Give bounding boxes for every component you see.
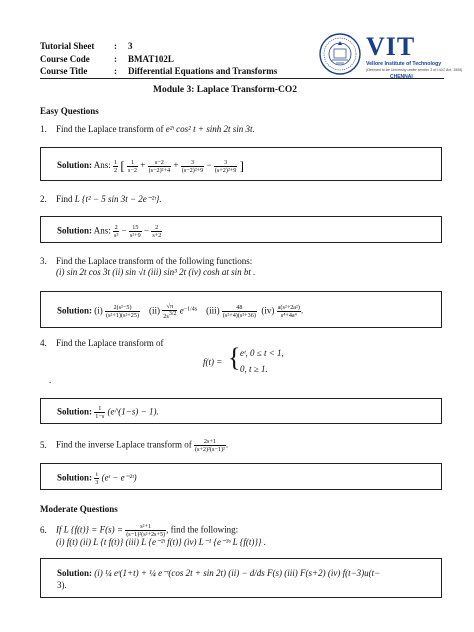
solution-6 bbox=[57, 568, 380, 579]
question-text: Find the Laplace transform of bbox=[56, 338, 164, 348]
solution-label: Solution: bbox=[57, 406, 93, 417]
question-6: 6. If L {f(t)} = F(s) = $\frac{\text{s²+1}}{\text{(s−1)²(s²+2s+5)}}$ , find the following: bbox=[40, 523, 239, 538]
question-text: Find the inverse Laplace transform of bbox=[56, 439, 192, 450]
question-text-tail: , find the following: bbox=[166, 524, 239, 535]
piecewise-case-1: eᵗ, 0 ≤ t < 1, bbox=[240, 348, 284, 358]
university-seal-icon bbox=[318, 32, 362, 76]
vit-logo bbox=[318, 30, 463, 80]
solution-label: Solution: bbox=[57, 568, 93, 578]
solution-6-line-2: 3). bbox=[57, 580, 67, 590]
header-divider bbox=[40, 78, 444, 79]
tutorial-value: 3 bbox=[128, 41, 133, 51]
moderate-heading: Moderate Questions bbox=[40, 504, 118, 514]
colon: : bbox=[114, 66, 117, 76]
solution-label: Solution: bbox=[57, 305, 93, 316]
course-header bbox=[40, 40, 277, 78]
question-4 bbox=[40, 338, 163, 348]
question-text: Find the Laplace transform of bbox=[56, 124, 164, 134]
solution-5-expression: (eᵗ − e⁻²ᵗ) bbox=[101, 472, 137, 483]
question-number: 6. bbox=[40, 524, 47, 535]
answer-label: Ans: bbox=[93, 160, 111, 171]
easy-heading: Easy Questions bbox=[40, 106, 99, 116]
campus-name: CHENNAI bbox=[390, 74, 413, 80]
question-expression: L {t² − 5 sin 3t − 2e⁻²ᵗ}. bbox=[74, 194, 162, 204]
question-text: If L {f(t)} = F(s) = bbox=[56, 524, 123, 535]
solution-6-line-1: (i) ¼ eᵗ(1+t) + ¼ e⁻ᵗ(cos 2t + sin 2t) (ii) − d/ds F(s) (iii) F(s+2) (iv) f(t−3)u(t− bbox=[94, 568, 381, 578]
question-number: 1. bbox=[40, 124, 47, 134]
brand-name: VIT bbox=[366, 32, 416, 61]
solution-4-expression: (e^(1−s) − 1). bbox=[107, 406, 159, 417]
question-text: Find bbox=[56, 194, 73, 204]
course-code-key: Course Code bbox=[40, 53, 90, 64]
solution-2: Solution: Ans: $\frac{2}{\text{s³}}$ − $\frac{15}{\text{s²+9}}$ − $\frac{2}{s+2}$ bbox=[57, 224, 162, 239]
question-3-parts: (i) sin 2t cos 3t (ii) sin √t (iii) sin³ 2t (iv) cosh at sin bt . bbox=[56, 267, 256, 277]
institute-name: Vellore Institute of Technology bbox=[366, 61, 442, 67]
stray-period: . bbox=[49, 375, 52, 385]
institute-tagline: (Deemed to be University under section 3 of UGC Act, 1956) bbox=[366, 68, 463, 72]
question-number: 2. bbox=[40, 194, 47, 204]
module-title: Module 3: Laplace Transform-CO2 bbox=[153, 85, 297, 95]
course-code-value: BMAT102L bbox=[128, 53, 174, 64]
solution-label: Solution: bbox=[57, 225, 93, 236]
solution-label: Solution: bbox=[57, 160, 93, 171]
piecewise-brace: { bbox=[228, 343, 241, 372]
solution-label: Solution: bbox=[57, 472, 93, 483]
solution-5: Solution: $\frac{t}{3}$ (eᵗ − e⁻²ᵗ) bbox=[57, 471, 137, 486]
tutorial-key: Tutorial Sheet bbox=[40, 41, 95, 51]
question-number: 5. bbox=[40, 439, 47, 450]
piecewise-lhs: f(t) = bbox=[203, 357, 223, 367]
question-text: Find the Laplace transform of the following functions: bbox=[56, 256, 253, 266]
question-2 bbox=[40, 194, 162, 205]
solution-3: Solution: (i) $\frac{\text{2(s²−5)}}{\text{(s²+1)(s²+25)}}$ (ii) $\frac{√\pi}{2s^{3/2}}$ $e^{-1/4s}$ (iii) $\frac{48}{\text{(s²+4)(s²+36)}}$ (iv) $\frac{\text{a(s²+2a²)}}{\text{s⁴+4a⁴}}$ . bbox=[57, 303, 304, 320]
colon: : bbox=[114, 53, 117, 64]
piecewise-case-2: 0, t ≥ 1. bbox=[240, 364, 268, 374]
solution-4: Solution: $\frac{1}{1-s}$ (e^(1−s) − 1). bbox=[57, 405, 159, 420]
question-number: 4. bbox=[40, 338, 47, 348]
course-title-value: Differential Equations and Transforms bbox=[128, 66, 278, 76]
question-expression: e²ᵗ cos² t + sinh 2t sin 3t. bbox=[165, 124, 255, 134]
question-1 bbox=[40, 124, 255, 134]
question-number: 3. bbox=[40, 256, 47, 266]
solution-1: Solution: Ans: $\frac{1}{2}$ [ $\frac{1}{s-2}$ + $\frac{s-2}{\text{(s−2)²+4}}$ + $\frac{3}{\text{(s−2)²+9}}$ − $\frac{3}{\text{(s+2)²+9}}$ ] bbox=[57, 158, 244, 174]
answer-label: Ans: bbox=[93, 225, 111, 236]
question-3 bbox=[40, 256, 252, 266]
question-6-parts: (i) f(t) (ii) L {t f(t)} (iii) L {e⁻²ᵗ f(t)} (iv) L⁻¹ {e⁻³ˢ L {f(t)}} . bbox=[56, 537, 267, 547]
course-title-key: Course Title bbox=[40, 66, 88, 76]
question-5: 5. Find the inverse Laplace transform of $\frac{2s+1}{\text{(s+2)²(s−1)²}}$ . bbox=[40, 438, 229, 453]
colon: : bbox=[114, 41, 117, 51]
